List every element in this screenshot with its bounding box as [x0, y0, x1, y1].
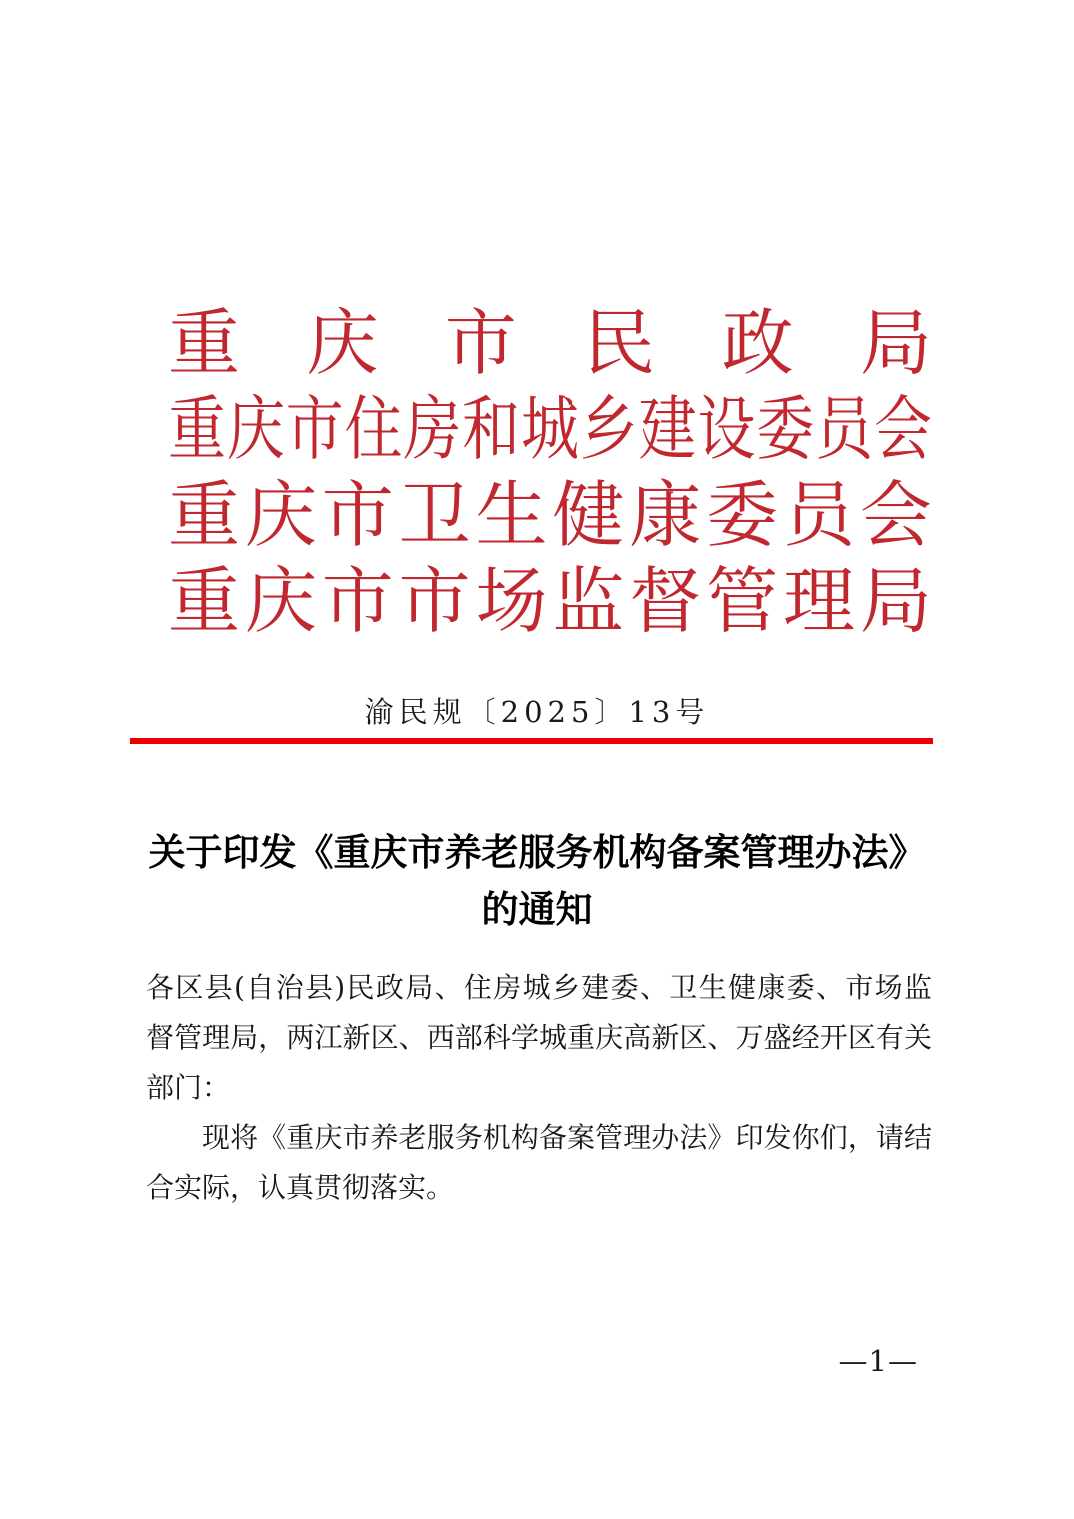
paragraph-2-line-1: 现将《重庆市养老服务机构备案管理办法》印发你们，请结: [202, 1121, 932, 1154]
page-number: —1—: [838, 1344, 918, 1378]
issuer-line-1: 重 庆 市 民 政 局: [168, 301, 932, 385]
issuer-header-block: [168, 300, 932, 644]
document-title-line-2: 的通知: [481, 887, 593, 931]
issuer-line-4: 重 庆 市 市 场 监 督 管 理 局: [168, 559, 932, 643]
issuer-line-2: 重 庆 市 住 房 和 城 乡 建 设 委 员 会: [168, 388, 932, 470]
document-body: [146, 963, 932, 1213]
document-title-line-1: 关于印发《重庆市养老服务机构备案管理办法》: [148, 830, 926, 874]
paragraph-2-line-2: 合实际，认真贯彻落实。: [146, 1171, 455, 1204]
red-divider-rule: [130, 738, 933, 744]
document-number: 渝民规〔2025〕13号: [364, 695, 710, 729]
document-title: [0, 824, 1074, 938]
paragraph-1-line-2: 督管理局，两江新区、西部科学城重庆高新区、万盛经开区有关: [146, 1021, 932, 1054]
issuer-line-3: 重 庆 市 卫 生 健 康 委 员 会: [168, 473, 932, 557]
paragraph-1-line-1: 各区县(自治县)民政局、住房城乡建委、卫生健康委、市场监: [146, 971, 932, 1004]
paragraph-1-line-3: 部门：: [146, 1071, 231, 1104]
